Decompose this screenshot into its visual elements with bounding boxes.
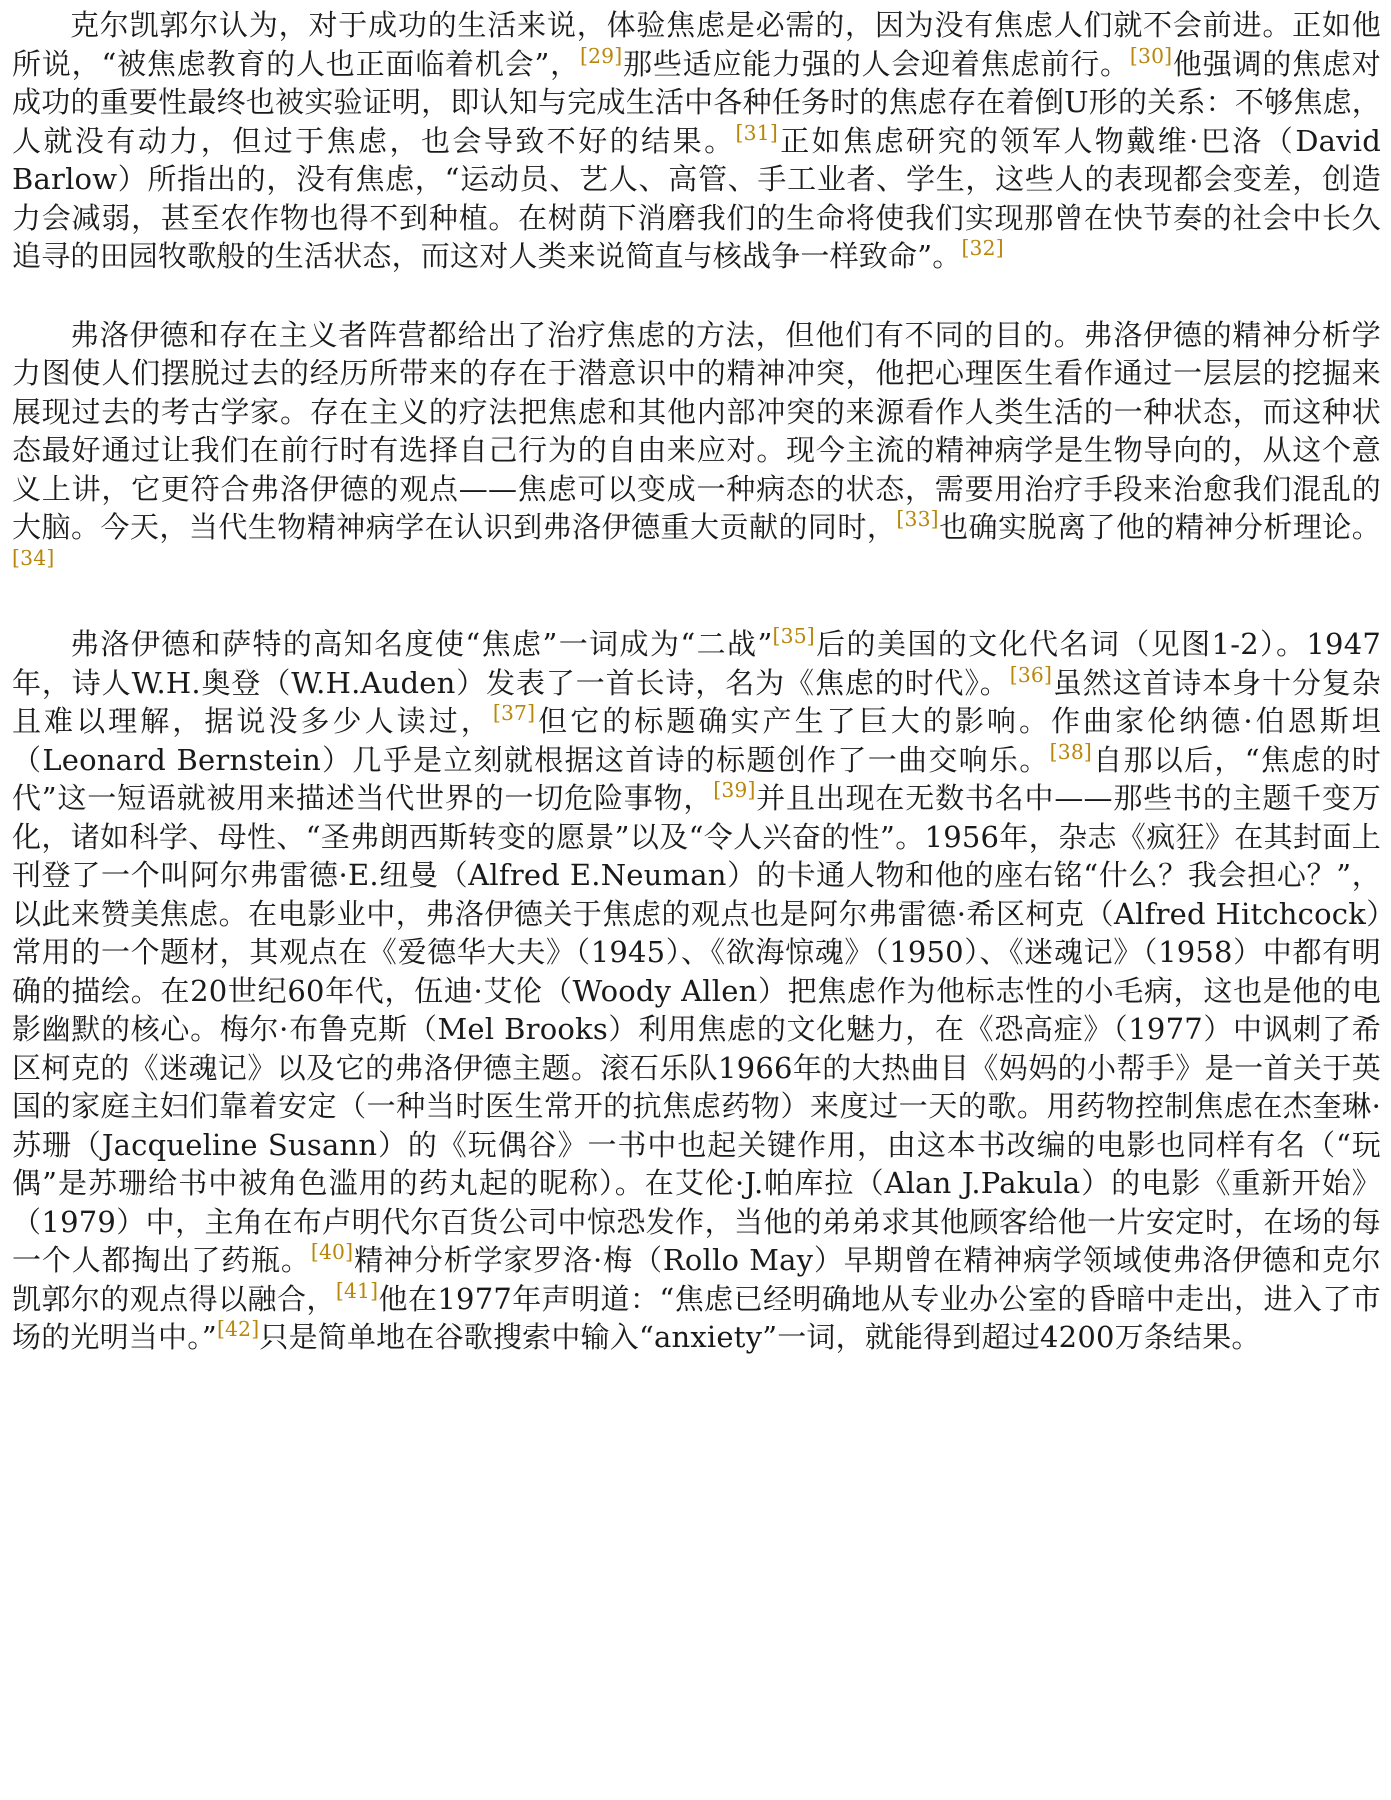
paragraph-2 [12,316,1381,586]
paragraph-text: 但它的标题确实产生了巨大的影响。作曲家伦纳德·伯恩斯坦（Leonard Bernstein）几乎是立刻就根据这首诗的标题创作了一曲交响乐。 [12,704,1381,777]
footnote-ref[interactable]: [35] [772,623,815,648]
footnote-ref[interactable]: [37] [492,700,536,725]
footnote-ref[interactable]: [40] [310,1239,354,1264]
paragraph-text: 弗洛伊德和萨特的高知名度使“焦虑”一词成为“二战” [70,627,773,661]
paragraph-text: 虽然这首诗本身十分复杂且难以理解，据说没多少人读过， [12,665,1381,738]
paragraph-text: 正如焦虑研究的领军人物戴维·巴洛（David Barlow）所指出的，没有焦虑，“运动员、艺人、高管、手工业者、学生，这些人的表现都会变差，创造力会减弱，甚至农作物也得不到种植。在树荫下消磨我们的生命将使我们实现那曾在快节奏的社会中长久追寻的田园牧歌般的生活状态，而这对人类来说简直与核战争一样致命”。 [12,123,1381,273]
paragraph-text: 那些适应能力强的人会迎着焦虑前行。 [622,46,1130,81]
paragraph-text: 克尔凯郭尔认为，对于成功的生活来说，体验焦虑是必需的，因为没有焦虑人们就不会前进。正如他所说，“被焦虑教育的人也正面临着机会”， [12,8,1381,81]
paragraph-text: 精神分析学家罗洛·梅（Rollo May）早期曾在精神病学领域使弗洛伊德和克尔凯郭尔的观点得以融合， [12,1243,1381,1316]
paragraph-text: 也确实脱离了他的精神分析理论。 [938,510,1381,544]
footnote-ref[interactable]: [41] [335,1278,379,1303]
paragraph-3 [12,625,1381,1357]
footnote-ref[interactable]: [42] [216,1316,260,1341]
footnote-ref[interactable]: [33] [896,506,939,531]
footnote-ref[interactable]: [39] [713,777,756,802]
paragraph-text: 自那以后，“焦虑的时代”这一短语就被用来描述当代世界的一切危险事物， [12,742,1382,815]
paragraph-text: 他在1977年声明道：“焦虑已经明确地从专业办公室的昏暗中走出，进入了市场的光明当中。” [12,1281,1381,1354]
paragraph-text: 后的美国的文化代名词（见图1-2）。1947年，诗人W.H.奥登（W.H.Auden）发表了一首长诗，名为《焦虑的时代》。 [12,627,1381,700]
footnote-ref[interactable]: [29] [579,43,623,68]
footnote-ref[interactable]: [31] [735,120,778,145]
paragraph-text: 弗洛伊德和存在主义者阵营都给出了治疗焦虑的方法，但他们有不同的目的。弗洛伊德的精神分析学力图使人们摆脱过去的经历所带来的存在于潜意识中的精神冲突，他把心理医生看作通过一层层的挖掘来展现过去的考古学家。存在主义的疗法把焦虑和其他内部冲突的来源看作人类生活的一种状态，而这种状态最好通过让我们在前行时有选择自己行为的自由来应对。现今主流的精神病学是生物导向的，从这个意义上讲，它更符合弗洛伊德的观点——焦虑可以变成一种病态的状态，需要用治疗手段来治愈我们混乱的大脑。今天，当代生物精神病学在认识到弗洛伊德重大贡献的同时， [12,317,1381,544]
footnote-ref[interactable]: [38] [1049,739,1093,764]
footnote-ref[interactable]: [32] [961,235,1004,260]
footnote-ref[interactable]: [30] [1129,43,1173,68]
footnote-ref[interactable]: [36] [1009,662,1053,687]
paragraph-text: 他强调的焦虑对成功的重要性最终也被实验证明，即认知与完成生活中各种任务时的焦虑存在着倒U形的关系：不够焦虑，人就没有动力，但过于焦虑，也会导致不好的结果。 [12,46,1381,158]
paragraph-1 [12,6,1381,276]
paragraph-text: 并且出现在无数书名中——那些书的主题千变万化，诸如科学、母性、“圣弗朗西斯转变的愿景”以及“令人兴奋的性”。1956年，杂志《疯狂》在其封面上刊登了一个叫阿尔弗雷德·E.纽曼（Alfred E.Neuman）的卡通人物和他的座右铭“什么？我会担心？”，以此来赞美焦虑。在电影业中，弗洛伊德关于焦虑的观点也是阿尔弗雷德·希区柯克（Alfred Hitchcock）常用的一个题材，其观点在《爱德华大夫》（1945）、《欲海惊魂》（1950）、《迷魂记》（1958）中都有明确的描绘。在20世纪60年代，伍迪·艾伦（Woody Allen）把焦虑作为他标志性的小毛病，这也是他的电影幽默的核心。梅尔·布鲁克斯（Mel Brooks）利用焦虑的文化魅力，在《恐高症》（1977）中讽刺了希区柯克的《迷魂记》以及它的弗洛伊德主题。滚石乐队1966年的大热曲目《妈妈的小帮手》是一首关于英国的家庭主妇们靠着安定（一种当时医生常开的抗焦虑药物）来度过一天的歌。用药物控制焦虑在杰奎琳·苏珊（Jacqueline Susann）的《玩偶谷》一书中也起关键作用，由这本书改编的电影也同样有名（“玩偶”是苏珊给书中被角色滥用的药丸起的昵称）。在艾伦·J.帕库拉（Alan J.Pakula）的电影《重新开始》（1979）中，主角在布卢明代尔百货公司中惊恐发作，当他的弟弟求其他顾客给他一片安定时，在场的每一个人都掏出了药瓶。 [12,781,1381,1277]
footnote-ref[interactable]: [34] [12,545,55,570]
paragraph-text: 只是简单地在谷歌搜索中输入“anxiety”一词，就能得到超过4200万条结果。 [259,1320,1261,1354]
